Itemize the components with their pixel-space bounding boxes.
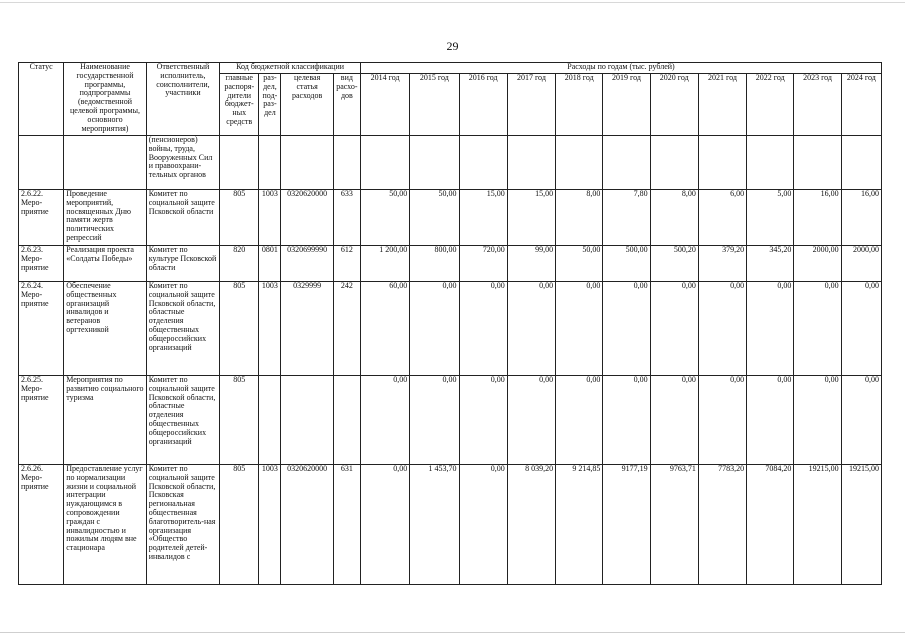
row-section-code — [259, 136, 281, 190]
row-year-value: 720,00 — [459, 246, 507, 282]
row-year-value — [556, 136, 603, 190]
row-year-value — [360, 136, 409, 190]
row-year-value: 99,00 — [507, 246, 555, 282]
row-year-value — [507, 136, 555, 190]
row-section-code — [259, 376, 281, 465]
header-expenses-by-year: Расходы по годам (тыс. рублей) — [360, 63, 881, 74]
row-section-code: 0801 — [259, 246, 281, 282]
row-year-value: 0,00 — [841, 282, 881, 376]
row-name: Обеспечение общественных организаций инвалидов и ветеранов оргтехникой — [64, 282, 146, 376]
header-year: 2016 год — [459, 74, 507, 136]
header-chief-manager: главные распоря-дители бюджет-ных средств — [220, 74, 259, 136]
row-year-value: 16,00 — [841, 190, 881, 246]
row-year-value: 0,00 — [556, 282, 603, 376]
row-chief-manager-code: 805 — [220, 190, 259, 246]
row-year-value: 9763,71 — [650, 465, 698, 585]
row-name: Проведение мероприятий, посвященных Дню памяти жертв политических репрессий — [64, 190, 146, 246]
row-year-value: 0,00 — [698, 282, 746, 376]
row-expense-type-code — [333, 376, 360, 465]
row-responsible: Комитет по социальной защите Псковской области — [146, 190, 219, 246]
row-year-value: 15,00 — [459, 190, 507, 246]
row-year-value: 7783,20 — [698, 465, 746, 585]
row-target-article-code: 0320620000 — [281, 190, 333, 246]
row-year-value: 0,00 — [698, 376, 746, 465]
row-year-value — [459, 136, 507, 190]
row-chief-manager-code — [220, 136, 259, 190]
row-year-value: 6,00 — [698, 190, 746, 246]
row-year-value: 7084,20 — [747, 465, 794, 585]
page-number: 29 — [446, 39, 459, 53]
row-year-value: 7,80 — [603, 190, 650, 246]
row-year-value: 0,00 — [459, 465, 507, 585]
row-year-value: 0,00 — [410, 282, 459, 376]
row-section-code: 1003 — [259, 282, 281, 376]
header-section: раз-дел, под-раз-дел — [259, 74, 281, 136]
row-responsible: Комитет по социальной защите Псковской области, областные отделения общественных общероссийских организаций — [146, 282, 219, 376]
row-target-article-code: 0329999 — [281, 282, 333, 376]
row-responsible: Комитет по социальной защите Псковской области, Псковская региональная общественная благотворитель-ная организация «Общество родителей детей-инвалидов с — [146, 465, 219, 585]
row-year-value: 0,00 — [507, 282, 555, 376]
row-year-value: 2000,00 — [794, 246, 841, 282]
scan-artifact-bottom — [0, 632, 905, 633]
row-year-value: 0,00 — [603, 376, 650, 465]
row-year-value: 0,00 — [747, 376, 794, 465]
row-year-value — [410, 136, 459, 190]
row-status: 2.6.25. Меро-приятие — [19, 376, 64, 465]
row-status — [19, 136, 64, 190]
row-year-value: 8,00 — [556, 190, 603, 246]
table-row — [19, 282, 882, 376]
row-year-value: 500,00 — [603, 246, 650, 282]
header-year: 2022 год — [747, 74, 794, 136]
row-year-value: 0,00 — [459, 282, 507, 376]
row-year-value: 19215,00 — [794, 465, 841, 585]
row-chief-manager-code: 805 — [220, 282, 259, 376]
header-name: Наименование государственной программы, подпрограммы (ведомственной целевой программы, основного мероприятия) — [64, 63, 146, 136]
row-year-value — [603, 136, 650, 190]
row-name — [64, 136, 146, 190]
row-chief-manager-code: 805 — [220, 465, 259, 585]
row-year-value — [698, 136, 746, 190]
row-year-value: 16,00 — [794, 190, 841, 246]
row-target-article-code: 0320620000 — [281, 465, 333, 585]
row-year-value: 379,20 — [698, 246, 746, 282]
header-responsible: Ответственный исполнитель, соисполнители, участники — [146, 63, 219, 136]
row-year-value: 0,00 — [507, 376, 555, 465]
header-year: 2021 год — [698, 74, 746, 136]
row-year-value: 0,00 — [747, 282, 794, 376]
row-status: 2.6.26. Меро-приятие — [19, 465, 64, 585]
row-name: Реализация проекта «Солдаты Победы» — [64, 246, 146, 282]
row-expense-type-code: 612 — [333, 246, 360, 282]
row-responsible: Комитет по социальной защите Псковской области, областные отделения общественных общероссийских организаций — [146, 376, 219, 465]
row-year-value: 8 039,20 — [507, 465, 555, 585]
header-expense-type: вид расхо-дов — [333, 74, 360, 136]
table-row — [19, 136, 882, 190]
row-year-value: 0,00 — [650, 376, 698, 465]
table-row — [19, 246, 882, 282]
row-expense-type-code: 242 — [333, 282, 360, 376]
row-expense-type-code: 633 — [333, 190, 360, 246]
expenses-table — [18, 62, 882, 585]
header-year: 2014 год — [360, 74, 409, 136]
row-expense-type-code: 631 — [333, 465, 360, 585]
row-section-code: 1003 — [259, 465, 281, 585]
row-year-value: 15,00 — [507, 190, 555, 246]
row-year-value: 500,20 — [650, 246, 698, 282]
row-responsible: (пенсионеров) войны, труда, Вооруженных Сил и правоохрани-тельных органов — [146, 136, 219, 190]
row-section-code: 1003 — [259, 190, 281, 246]
row-year-value: 50,00 — [410, 190, 459, 246]
row-year-value: 0,00 — [794, 282, 841, 376]
row-year-value: 0,00 — [556, 376, 603, 465]
header-target-article: целевая статья расходов — [281, 74, 333, 136]
row-year-value: 0,00 — [841, 376, 881, 465]
row-target-article-code — [281, 376, 333, 465]
row-year-value: 0,00 — [603, 282, 650, 376]
row-year-value: 8,00 — [650, 190, 698, 246]
header-year: 2015 год — [410, 74, 459, 136]
row-year-value: 19215,00 — [841, 465, 881, 585]
row-year-value: 1 453,70 — [410, 465, 459, 585]
header-year: 2017 год — [507, 74, 555, 136]
row-year-value: 60,00 — [360, 282, 409, 376]
row-year-value: 0,00 — [360, 465, 409, 585]
row-year-value: 5,00 — [747, 190, 794, 246]
row-year-value: 0,00 — [410, 376, 459, 465]
row-target-article-code — [281, 136, 333, 190]
row-year-value: 2000,00 — [841, 246, 881, 282]
header-budget-code: Код бюджетной классификации — [220, 63, 361, 74]
row-year-value: 0,00 — [459, 376, 507, 465]
row-status: 2.6.23. Меро-приятие — [19, 246, 64, 282]
row-chief-manager-code: 820 — [220, 246, 259, 282]
header-status: Статус — [19, 63, 64, 136]
header-year: 2019 год — [603, 74, 650, 136]
row-year-value — [794, 136, 841, 190]
row-year-value: 0,00 — [794, 376, 841, 465]
row-name: Предоставление услуг по нормализации жизни и социальной интеграции нуждающимся в сопровождении граждан с инвалидностью и пожилым людям вне стационара — [64, 465, 146, 585]
row-year-value: 800,00 — [410, 246, 459, 282]
header-year: 2023 год — [794, 74, 841, 136]
row-year-value: 345,20 — [747, 246, 794, 282]
row-year-value — [650, 136, 698, 190]
row-chief-manager-code: 805 — [220, 376, 259, 465]
row-responsible: Комитет по культуре Псковской области — [146, 246, 219, 282]
row-year-value: 9177,19 — [603, 465, 650, 585]
table-row — [19, 190, 882, 246]
header-year: 2024 год — [841, 74, 881, 136]
header-year: 2020 год — [650, 74, 698, 136]
row-year-value: 1 200,00 — [360, 246, 409, 282]
row-year-value: 50,00 — [556, 246, 603, 282]
row-status: 2.6.22. Меро-приятие — [19, 190, 64, 246]
header-year: 2018 год — [556, 74, 603, 136]
table-row — [19, 465, 882, 585]
row-year-value: 9 214,85 — [556, 465, 603, 585]
table-row — [19, 376, 882, 465]
row-year-value — [747, 136, 794, 190]
row-name: Мероприятия по развитию социального туризма — [64, 376, 146, 465]
row-year-value: 50,00 — [360, 190, 409, 246]
row-status: 2.6.24. Меро-приятие — [19, 282, 64, 376]
row-target-article-code: 0320699990 — [281, 246, 333, 282]
row-year-value: 0,00 — [650, 282, 698, 376]
scan-artifact-top — [0, 2, 905, 3]
row-year-value — [841, 136, 881, 190]
row-expense-type-code — [333, 136, 360, 190]
row-year-value: 0,00 — [360, 376, 409, 465]
